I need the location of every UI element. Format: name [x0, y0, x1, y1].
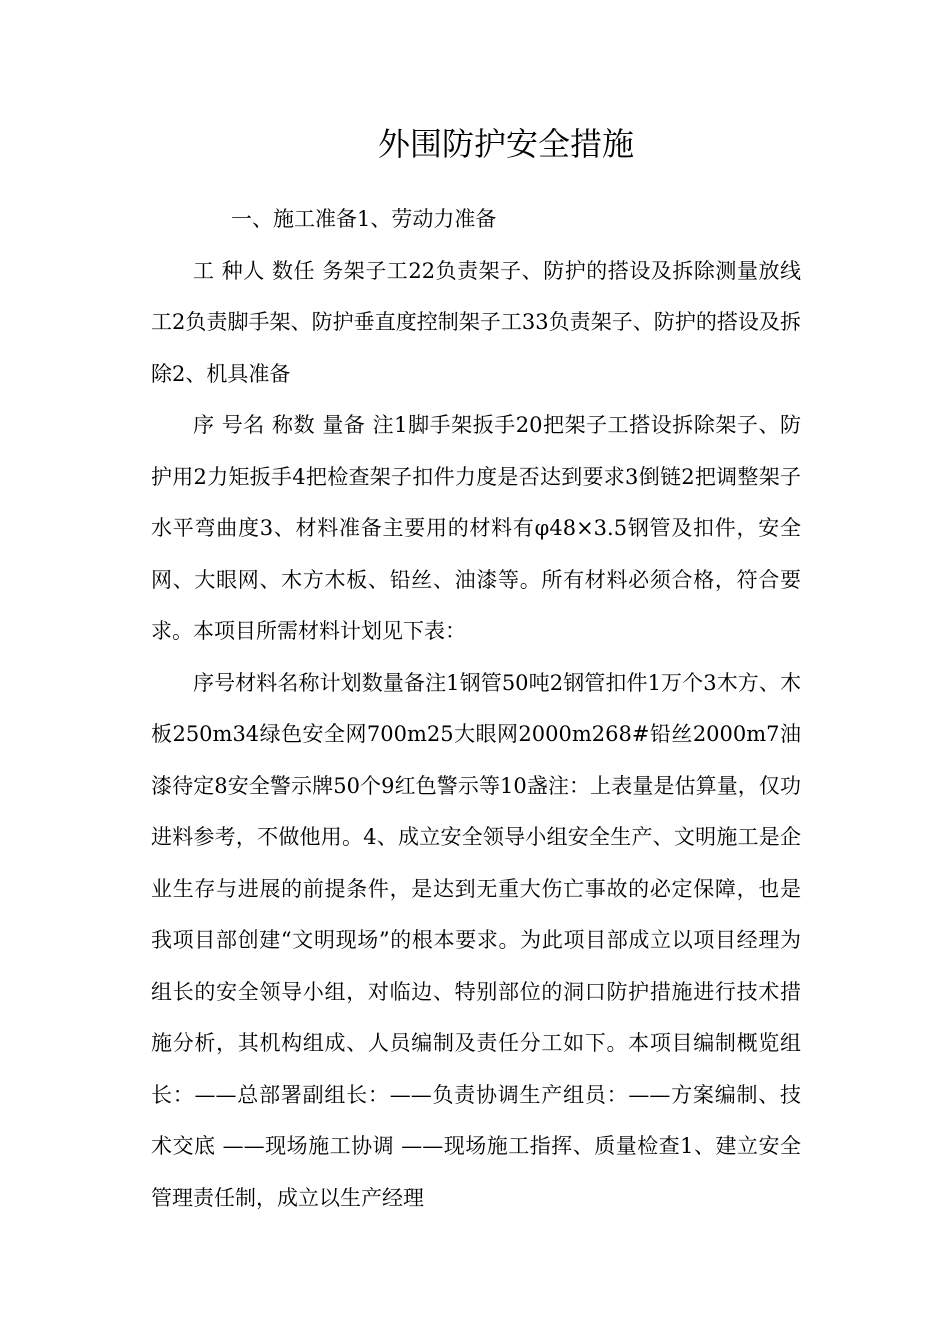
paragraph-labor-table: 工 种人 数任 务架子工22负责架子、防护的搭设及拆除测量放线工2负责脚手架、防护垂直度控制架子工33负责架子、防护的搭设及拆除2、机具准备	[151, 258, 801, 386]
document-title: 外围防护安全措施	[377, 125, 634, 163]
document-body	[151, 194, 801, 1224]
paragraph-construction-prep: 一、施工准备1、劳动力准备	[231, 207, 497, 231]
paragraph-tools-materials: 序 号名 称数 量备 注1脚手架扳手20把架子工搭设拆除架子、防护用2力矩扳手4把检查架子扣件力度是否达到要求3倒链2把调整架子水平弯曲度3、材料准备主要用的材料有φ48×3.5钢管及扣件，安全网、大眼网、木方木板、铅丝、油漆等。所有材料必须合格，符合要求。本项目所需材料计划见下表：	[151, 413, 801, 643]
paragraph-material-plan-safety-group: 序号材料名称计划数量备注1钢管50吨2钢管扣件1万个3木方、木板250m34绿色安全网700m25大眼网2000m268#铅丝2000m7油漆待定8安全警示牌50个9红色警示等10盏注：上表量是估算量，仅功进料参考，不做他用。4、成立安全领导小组安全生产、文明施工是企业生存与进展的前提条件，是达到无重大伤亡事故的必定保障，也是我项目部创建“文明现场”的根本要求。为此项目部成立以项目经理为组长的安全领导小组，对临边、特别部位的洞口防护措施进行技术措施分析，其机构组成、人员编制及责任分工如下。本项目编制概览组长：——总部署副组长：——负责协调生产组员：——方案编制、技术交底 ——现场施工协调 ——现场施工指挥、质量检查1、建立安全管理责任制，成立以生产经理	[151, 670, 801, 1210]
